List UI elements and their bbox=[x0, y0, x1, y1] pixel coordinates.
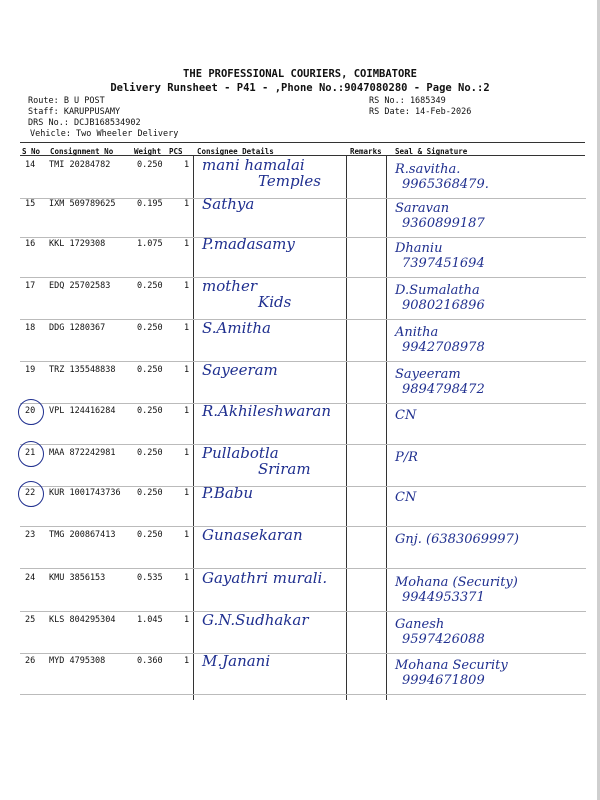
consignment-number: EDQ 25702583 bbox=[49, 281, 111, 291]
drs-number: DRS No.: DCJB168534902 bbox=[28, 118, 141, 128]
table-row bbox=[0, 654, 600, 696]
consignment-number: DDG 1280367 bbox=[49, 323, 106, 333]
weight-value: 0.250 bbox=[137, 488, 163, 498]
pcs-count: 1 bbox=[184, 239, 190, 249]
table-row bbox=[0, 279, 600, 321]
signature-phone: 7397451694 bbox=[402, 256, 485, 271]
consignee-name-line2: Kids bbox=[258, 293, 292, 311]
serial-number: 14 bbox=[25, 160, 36, 170]
rs-date: RS Date: 14-Feb-2026 bbox=[369, 107, 472, 117]
consignment-number: IXM 509789625 bbox=[49, 199, 116, 209]
pcs-count: 1 bbox=[184, 323, 190, 333]
weight-value: 0.195 bbox=[137, 199, 163, 209]
consignee-name: mother bbox=[202, 277, 257, 295]
row-divider bbox=[20, 526, 586, 527]
runsheet-subtitle: Delivery Runsheet - P41 - ,Phone No.:9047080280 - Page No.:2 bbox=[110, 82, 490, 94]
pcs-count: 1 bbox=[184, 448, 190, 458]
signature-phone: 9965368479. bbox=[402, 177, 489, 192]
signature-phone: 9894798472 bbox=[402, 382, 485, 397]
consignment-number: KKL 1729308 bbox=[49, 239, 106, 249]
signature: Ganesh bbox=[395, 617, 445, 632]
consignment-number: TMI 20284782 bbox=[49, 160, 111, 170]
consignment-number: MAA 872242981 bbox=[49, 448, 116, 458]
consignee-name: P.Babu bbox=[202, 484, 254, 502]
signature-phone: 9994671809 bbox=[402, 673, 485, 688]
pcs-count: 1 bbox=[184, 406, 190, 416]
weight-value: 0.250 bbox=[137, 160, 163, 170]
pcs-count: 1 bbox=[184, 573, 190, 583]
col-sno: S No bbox=[22, 147, 41, 156]
consignee-name: mani hamalai bbox=[202, 156, 305, 174]
weight-value: 0.535 bbox=[137, 573, 163, 583]
pcs-count: 1 bbox=[184, 199, 190, 209]
row-divider bbox=[20, 277, 586, 278]
table-row bbox=[0, 571, 600, 613]
pcs-count: 1 bbox=[184, 281, 190, 291]
table-row bbox=[0, 363, 600, 405]
consignee-name-line2: Temples bbox=[258, 172, 321, 190]
consignment-number: KMU 3856153 bbox=[49, 573, 106, 583]
serial-number: 19 bbox=[25, 365, 36, 375]
table-row bbox=[0, 404, 600, 446]
company-title: THE PROFESSIONAL COURIERS, COIMBATORE bbox=[183, 68, 417, 80]
col-consignee: Consignee Details bbox=[197, 147, 274, 156]
signature-phone: 9942708978 bbox=[402, 340, 485, 355]
pcs-count: 1 bbox=[184, 488, 190, 498]
consignee-name: G.N.Sudhakar bbox=[202, 611, 309, 629]
serial-number: 17 bbox=[25, 281, 36, 291]
vehicle-info: Vehicle: Two Wheeler Delivery bbox=[30, 129, 179, 139]
row-divider bbox=[20, 694, 586, 695]
consignment-number: KUR 1001743736 bbox=[49, 488, 121, 498]
weight-value: 0.250 bbox=[137, 406, 163, 416]
weight-value: 0.250 bbox=[137, 448, 163, 458]
signature: Sayeeram bbox=[395, 367, 461, 382]
signature: Mohana Security bbox=[395, 658, 508, 673]
consignee-name: Gayathri murali. bbox=[202, 569, 328, 587]
weight-value: 1.045 bbox=[137, 615, 163, 625]
signature-phone: 9360899187 bbox=[402, 216, 485, 231]
consignment-number: TMG 200867413 bbox=[49, 530, 116, 540]
serial-number: 20 bbox=[25, 406, 36, 416]
pcs-count: 1 bbox=[184, 530, 190, 540]
serial-number: 26 bbox=[25, 656, 36, 666]
pcs-count: 1 bbox=[184, 656, 190, 666]
weight-value: 0.250 bbox=[137, 323, 163, 333]
route-info: Route: B U POST bbox=[28, 96, 105, 106]
col-consignment: Consignment No bbox=[50, 147, 114, 156]
table-row bbox=[0, 321, 600, 363]
signature-phone: 9080216896 bbox=[402, 298, 485, 313]
row-divider bbox=[20, 361, 586, 362]
table-row bbox=[0, 237, 600, 279]
consignee-name: Sayeeram bbox=[202, 361, 278, 379]
weight-value: 0.250 bbox=[137, 365, 163, 375]
col-weight: Weight bbox=[134, 147, 162, 156]
pcs-count: 1 bbox=[184, 160, 190, 170]
table-row bbox=[0, 197, 600, 239]
signature: P/R bbox=[395, 450, 418, 465]
serial-number: 15 bbox=[25, 199, 36, 209]
col-remarks: Remarks bbox=[350, 147, 382, 156]
signature: Saravan bbox=[395, 201, 450, 216]
signature: Anitha bbox=[395, 325, 439, 340]
table-row bbox=[0, 486, 600, 528]
signature: Dhaniu bbox=[395, 241, 443, 256]
table-row bbox=[0, 158, 600, 200]
pcs-count: 1 bbox=[184, 365, 190, 375]
serial-number: 21 bbox=[25, 448, 36, 458]
row-divider bbox=[20, 319, 586, 320]
signature: CN bbox=[395, 490, 417, 505]
signature: R.savitha. bbox=[395, 162, 461, 177]
table-row bbox=[0, 613, 600, 655]
weight-value: 0.250 bbox=[137, 281, 163, 291]
consignee-name: Gunasekaran bbox=[202, 526, 303, 544]
signature: D.Sumalatha bbox=[395, 283, 480, 298]
consignment-number: VPL 124416284 bbox=[49, 406, 116, 416]
signature: Mohana (Security) bbox=[395, 575, 518, 590]
serial-number: 22 bbox=[25, 488, 36, 498]
consignment-number: KLS 804295304 bbox=[49, 615, 116, 625]
weight-value: 0.250 bbox=[137, 530, 163, 540]
weight-value: 1.075 bbox=[137, 239, 163, 249]
signature: CN bbox=[395, 408, 417, 423]
row-divider bbox=[20, 444, 586, 445]
consignee-name: S.Amitha bbox=[202, 319, 271, 337]
consignee-name: Pullabotla bbox=[202, 444, 279, 462]
serial-number: 18 bbox=[25, 323, 36, 333]
consignment-number: TRZ 135548838 bbox=[49, 365, 116, 375]
serial-number: 23 bbox=[25, 530, 36, 540]
staff-info: Staff: KARUPPUSAMY bbox=[28, 107, 121, 117]
table-row bbox=[0, 528, 600, 570]
consignee-name: P.madasamy bbox=[202, 235, 295, 253]
consignee-name-line2: Sriram bbox=[258, 460, 311, 478]
consignee-name: R.Akhileshwaran bbox=[202, 402, 332, 420]
consignee-name: M.Janani bbox=[202, 652, 271, 670]
serial-number: 25 bbox=[25, 615, 36, 625]
serial-number: 16 bbox=[25, 239, 36, 249]
serial-number: 24 bbox=[25, 573, 36, 583]
rs-number: RS No.: 1685349 bbox=[369, 96, 446, 106]
weight-value: 0.360 bbox=[137, 656, 163, 666]
pcs-count: 1 bbox=[184, 615, 190, 625]
col-pcs: PCS bbox=[169, 147, 183, 156]
consignment-number: MYD 4795308 bbox=[49, 656, 106, 666]
signature-phone: 9597426088 bbox=[402, 632, 485, 647]
signature: Gnj. (6383069997) bbox=[395, 532, 519, 547]
table-row bbox=[0, 446, 600, 488]
col-seal: Seal & Signature bbox=[395, 147, 468, 156]
header-rule-top bbox=[20, 142, 585, 143]
signature-phone: 9944953371 bbox=[402, 590, 485, 605]
consignee-name: Sathya bbox=[202, 195, 255, 213]
